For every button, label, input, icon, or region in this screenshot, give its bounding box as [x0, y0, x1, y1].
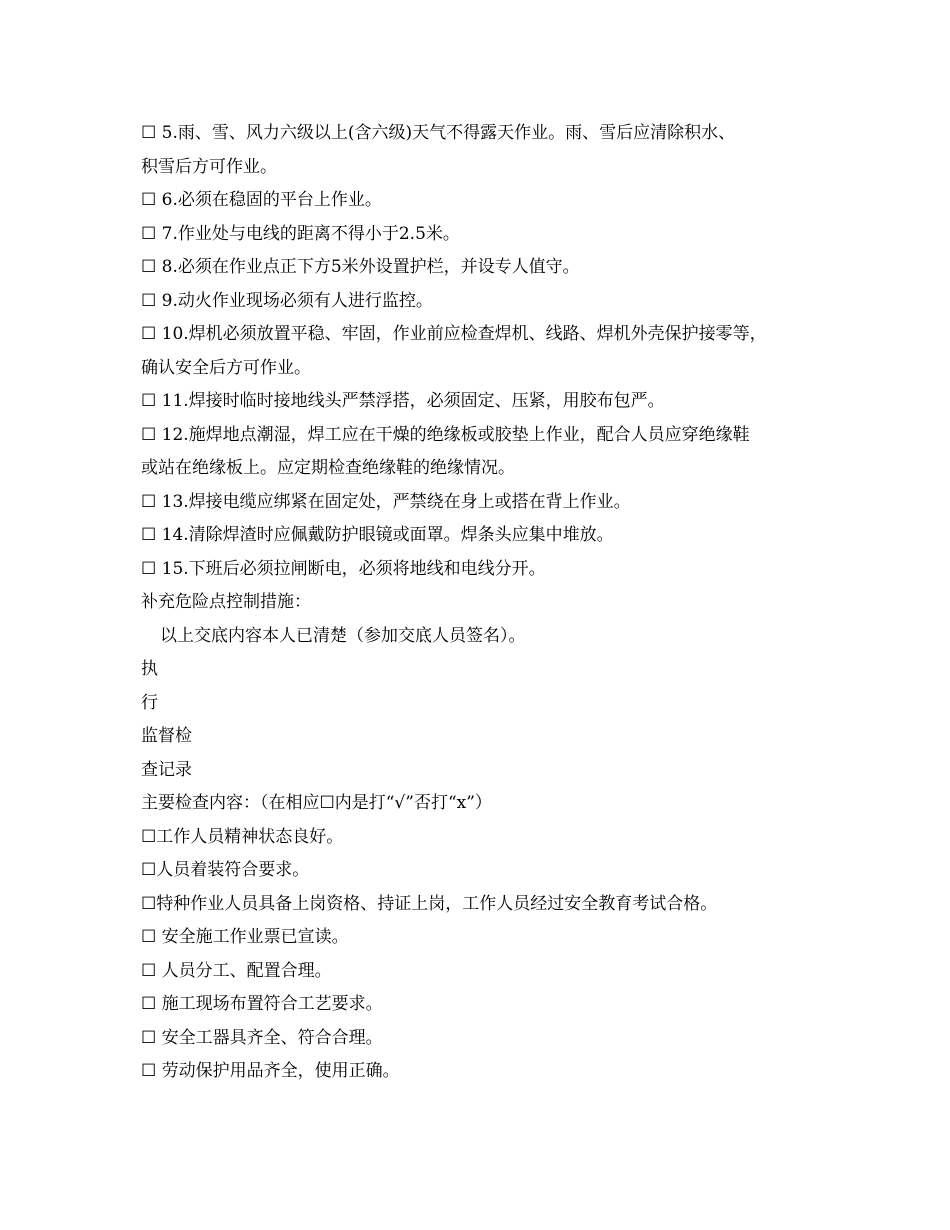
- checklist-item-13: ☐ 13.焊接电缆应绑紧在固定处，严禁绕在身上或搭在背上作业。: [141, 491, 631, 512]
- checklist-item-7: ☐ 7.作业处与电线的距离不得小于2.5米。: [141, 223, 460, 244]
- checklist-item-5-continued: 积雪后方可作业。: [141, 156, 277, 177]
- inspection-item-6: ☐ 施工现场布置符合工艺要求。: [141, 994, 383, 1014]
- execution-label-1: 执: [141, 659, 158, 679]
- inspection-item-4: ☐ 安全施工作业票已宣读。: [141, 927, 349, 947]
- supplementary-measures-label: 补充危险点控制措施：: [141, 592, 311, 612]
- inspection-item-5: ☐ 人员分工、配置合理。: [141, 960, 332, 981]
- checklist-item-8: ☐ 8.必须在作业点正下方5米外设置护栏，并设专人值守。: [141, 257, 580, 277]
- inspection-item-3: ☐特种作业人员具备上岗资格、持证上岗，工作人员经过安全教育考试合格。: [141, 893, 718, 914]
- checklist-item-9: ☐ 9.动火作业现场必须有人进行监控。: [141, 290, 433, 311]
- checklist-item-11: ☐ 11.焊接时临时接地线头严禁浮搭，必须固定、压紧，用胶布包严。: [141, 391, 665, 411]
- checklist-item-10-continued: 确认安全后方可作业。: [141, 357, 311, 378]
- inspection-item-7: ☐ 安全工器具齐全、符合合理。: [141, 1027, 383, 1048]
- checklist-item-10: ☐ 10.焊机必须放置平稳、牢固，作业前应检查焊机、线路、焊机外壳保护接零等，: [141, 324, 767, 344]
- inspection-item-8: ☐ 劳动保护用品齐全，使用正确。: [141, 1061, 400, 1081]
- checklist-item-5: ☐ 5.雨、雪、风力六级以上(含六级)天气不得露天作业。雨、雪后应清除积水、: [141, 123, 736, 143]
- checklist-item-14: ☐ 14.清除焊渣时应佩戴防护眼镜或面罩。焊条头应集中堆放。: [141, 525, 614, 545]
- inspection-item-2: ☐人员着装符合要求。: [141, 860, 310, 880]
- inspection-item-1: ☐工作人员精神状态良好。: [141, 826, 344, 847]
- signature-statement: 以上交底内容本人已清楚（参加交底人员签名）。: [160, 625, 526, 646]
- supervision-label-1: 监督检: [141, 726, 192, 746]
- document-body: [141, 117, 841, 1089]
- execution-label-2: 行: [141, 692, 158, 713]
- checklist-item-15: ☐ 15.下班后必须拉闸断电，必须将地线和电线分开。: [141, 558, 546, 579]
- checklist-item-12: ☐ 12.施焊地点潮湿，焊工应在干燥的绝缘板或胶垫上作业，配合人员应穿绝缘鞋: [141, 424, 750, 445]
- inspection-contents-heading: 主要检查内容：（在相应☐内是打“√”否打“x”）: [141, 793, 492, 813]
- checklist-item-12-continued: 或站在绝缘板上。应定期检查绝缘鞋的绝缘情况。: [141, 458, 515, 478]
- supervision-label-2: 查记录: [141, 759, 192, 780]
- checklist-item-6: ☐ 6.必须在稳固的平台上作业。: [141, 190, 382, 210]
